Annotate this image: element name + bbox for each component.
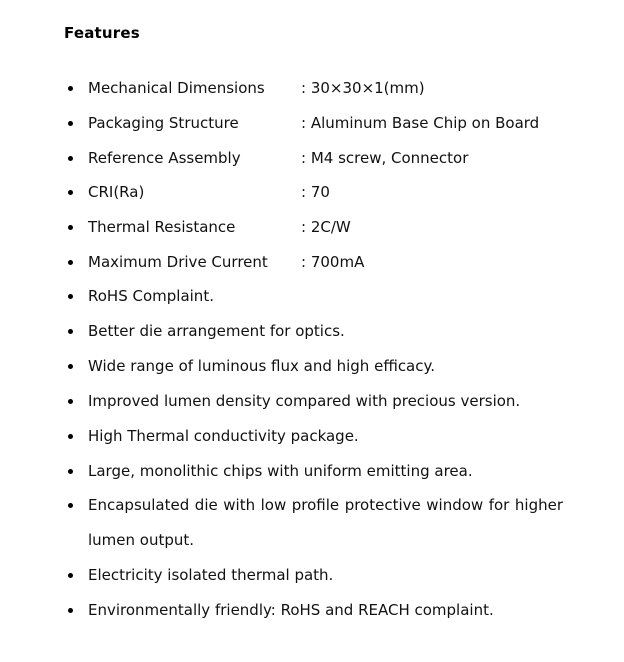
- feature-item: [0, 600, 624, 620]
- feature-text: Large, monolithic chips with uniform emitting area.: [88, 462, 473, 480]
- bullet-icon: [68, 503, 73, 508]
- spec-label: Reference Assembly: [88, 149, 241, 167]
- feature-item: [0, 356, 624, 376]
- feature-text: Improved lumen density compared with precious version.: [88, 392, 521, 410]
- spec-item-max-drive-current: [0, 252, 624, 272]
- feature-item: [0, 565, 624, 585]
- spec-value: : M4 screw, Connector: [301, 149, 469, 167]
- spec-label: CRI(Ra): [88, 183, 145, 201]
- bullet-icon: [68, 573, 73, 578]
- feature-item-encapsulated: [0, 495, 624, 515]
- feature-text: High Thermal conductivity package.: [88, 427, 359, 445]
- bullet-icon: [68, 121, 73, 126]
- spec-label: Thermal Resistance: [88, 218, 236, 236]
- feature-text: Wide range of luminous flux and high efficacy.: [88, 357, 436, 375]
- spec-value: : 70: [301, 183, 330, 201]
- feature-text: Electricity isolated thermal path.: [88, 566, 334, 584]
- bullet-icon: [68, 364, 73, 369]
- feature-item: [0, 461, 624, 481]
- spec-item-mechanical-dimensions: [0, 78, 624, 98]
- feature-item: [0, 321, 624, 341]
- bullet-icon: [68, 469, 73, 474]
- bullet-icon: [68, 399, 73, 404]
- spec-item-thermal-resistance: [0, 217, 624, 237]
- features-heading: Features: [64, 24, 140, 42]
- feature-item: [0, 426, 624, 446]
- spec-label: Mechanical Dimensions: [88, 79, 265, 97]
- bullet-icon: [68, 260, 73, 265]
- spec-item-packaging-structure: [0, 113, 624, 133]
- feature-text-line1: Encapsulated die with low profile protective window for higher: [88, 496, 563, 514]
- spec-label: Packaging Structure: [88, 114, 239, 132]
- feature-item: [0, 391, 624, 411]
- feature-item: [0, 286, 624, 306]
- bullet-icon: [68, 225, 73, 230]
- spec-value: : 700mA: [301, 253, 365, 271]
- bullet-icon: [68, 329, 73, 334]
- spec-value: : Aluminum Base Chip on Board: [301, 114, 540, 132]
- bullet-icon: [68, 434, 73, 439]
- spec-item-cri: [0, 182, 624, 202]
- spec-value: : 2C/W: [301, 218, 351, 236]
- bullet-icon: [68, 86, 73, 91]
- bullet-icon: [68, 156, 73, 161]
- spec-value: : 30×30×1(mm): [301, 79, 425, 97]
- feature-text-line2: lumen output.: [88, 531, 195, 549]
- spec-item-reference-assembly: [0, 148, 624, 168]
- bullet-icon: [68, 608, 73, 613]
- spec-label: Maximum Drive Current: [88, 253, 268, 271]
- feature-text: Better die arrangement for optics.: [88, 322, 345, 340]
- bullet-icon: [68, 190, 73, 195]
- feature-text: Environmentally friendly: RoHS and REACH complaint.: [88, 601, 494, 619]
- bullet-icon: [68, 294, 73, 299]
- feature-text: RoHS Complaint.: [88, 287, 214, 305]
